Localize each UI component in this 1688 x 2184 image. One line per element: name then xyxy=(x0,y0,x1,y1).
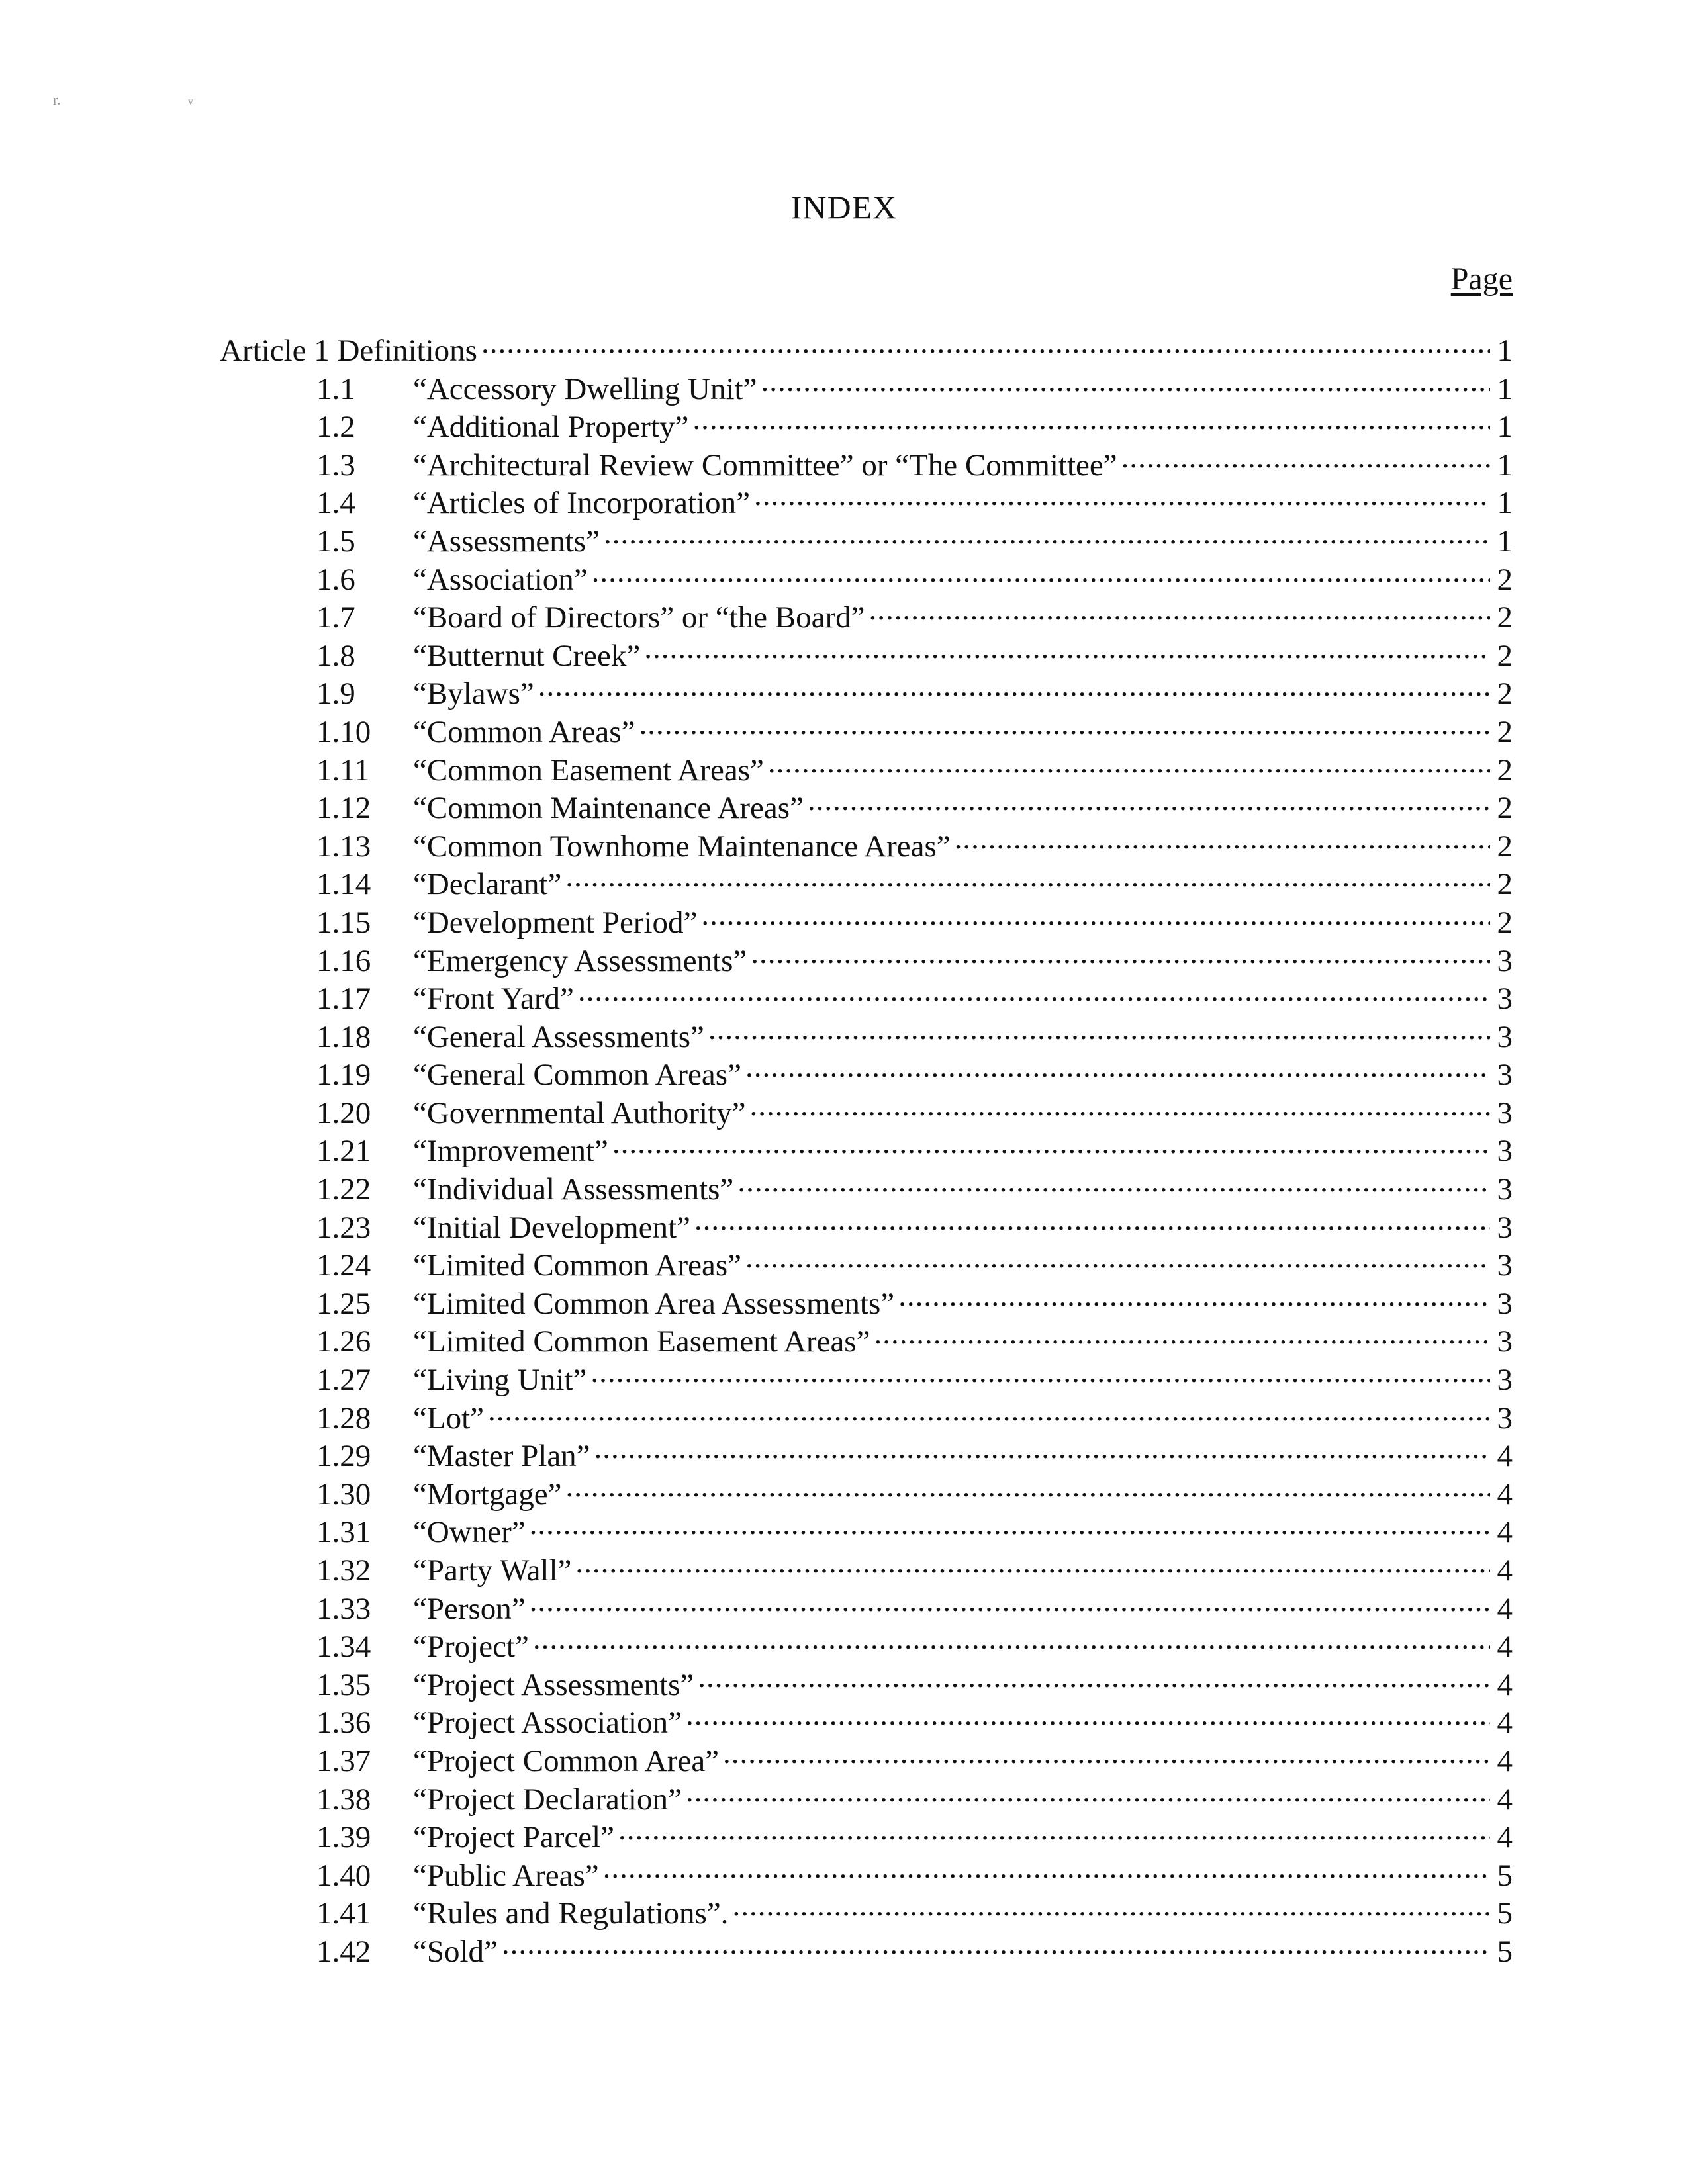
dot-leader xyxy=(898,1283,1490,1314)
toc-entry-row xyxy=(220,596,1513,635)
toc-entry-number: 1.35 xyxy=(316,1667,371,1702)
dot-leader xyxy=(481,330,1490,361)
toc-entry-row xyxy=(220,1320,1513,1359)
dot-leader xyxy=(618,1816,1490,1847)
toc-entry-row xyxy=(220,1092,1513,1130)
toc-entry-number: 1.33 xyxy=(316,1591,371,1626)
toc-entry-row xyxy=(220,1435,1513,1473)
dot-leader xyxy=(565,1473,1490,1504)
toc-entry-number: 1.32 xyxy=(316,1553,371,1588)
toc-entry-row xyxy=(220,559,1513,597)
dot-leader xyxy=(745,1054,1490,1085)
toc-page-number: 4 xyxy=(1497,1553,1513,1588)
page-title: INDEX xyxy=(790,189,898,226)
dot-leader xyxy=(686,1702,1490,1733)
dot-leader xyxy=(644,635,1490,666)
toc-page-number: 4 xyxy=(1497,1477,1513,1512)
toc-entry-row xyxy=(220,1588,1513,1626)
toc-page-number: 3 xyxy=(1497,1286,1513,1321)
toc-entry-label: “Project Association” xyxy=(413,1706,682,1741)
toc-entry-number: 1.16 xyxy=(316,943,371,978)
toc-entry-number: 1.9 xyxy=(316,676,355,711)
toc-entry-row xyxy=(220,1931,1513,1969)
toc-entry-number: 1.30 xyxy=(316,1477,371,1512)
toc-page-number: 5 xyxy=(1497,1896,1513,1931)
toc-entry-number: 1.28 xyxy=(316,1400,371,1435)
dot-leader xyxy=(590,1359,1490,1390)
toc-entry-label: “Limited Common Areas” xyxy=(413,1248,742,1283)
toc-entry-number: 1.19 xyxy=(316,1058,371,1093)
toc-entry-number: 1.41 xyxy=(316,1896,371,1931)
toc-page-number: 3 xyxy=(1497,1019,1513,1054)
toc-page-number: 3 xyxy=(1497,1324,1513,1359)
toc-entry-number: 1.12 xyxy=(316,791,371,826)
toc-page-number: 2 xyxy=(1497,867,1513,902)
toc-page-number: 1 xyxy=(1497,334,1513,368)
toc-entry-row xyxy=(220,1397,1513,1435)
dot-leader xyxy=(578,978,1490,1009)
dot-leader xyxy=(604,520,1490,551)
scan-speck: v xyxy=(188,96,193,107)
dot-leader xyxy=(750,1092,1491,1123)
dot-leader xyxy=(723,1740,1490,1771)
toc-entry-number: 1.10 xyxy=(316,714,371,749)
toc-page-number: 3 xyxy=(1497,1134,1513,1169)
dot-leader xyxy=(732,1892,1490,1923)
toc-entry-number: 1.2 xyxy=(316,410,355,445)
toc-entry-label: “Articles of Incorporation” xyxy=(413,486,750,521)
toc-entry-number: 1.13 xyxy=(316,829,371,864)
toc-entry-number: 1.3 xyxy=(316,447,355,482)
toc-entry-label: “Individual Assessments” xyxy=(413,1172,734,1207)
toc-entry-row xyxy=(220,901,1513,940)
toc-entry-label: “Declarant” xyxy=(413,867,562,902)
toc-page-number: 4 xyxy=(1497,1706,1513,1741)
toc-page-number: 4 xyxy=(1497,1667,1513,1702)
toc-entry-label: “Project Declaration” xyxy=(413,1782,682,1817)
toc-entry-number: 1.18 xyxy=(316,1019,371,1054)
dot-leader xyxy=(530,1511,1490,1542)
toc-entry-label: “Additional Property” xyxy=(413,410,689,445)
dot-leader xyxy=(565,863,1490,894)
toc-entry-label: “General Common Areas” xyxy=(413,1058,741,1093)
toc-entry-row xyxy=(220,863,1513,901)
toc-entry-label: “Emergency Assessments” xyxy=(413,943,747,978)
toc-page-number: 4 xyxy=(1497,1743,1513,1778)
toc-entry-label: “Living Unit” xyxy=(413,1363,587,1398)
dot-leader xyxy=(768,749,1490,780)
toc-entry-row xyxy=(220,711,1513,749)
toc-entry-row xyxy=(220,672,1513,711)
toc-entry-label: “Party Wall” xyxy=(413,1553,572,1588)
dot-leader xyxy=(686,1778,1490,1809)
toc-article-row xyxy=(220,330,1513,368)
toc-page-number: 1 xyxy=(1497,486,1513,521)
table-of-contents xyxy=(220,330,1513,1969)
toc-entry-number: 1.8 xyxy=(316,638,355,673)
toc-article-label: Article 1 Definitions xyxy=(220,334,477,368)
toc-page-number: 3 xyxy=(1497,981,1513,1017)
toc-entry-row xyxy=(220,482,1513,520)
toc-entry-row xyxy=(220,1549,1513,1588)
toc-page-number: 1 xyxy=(1497,371,1513,406)
toc-entry-number: 1.7 xyxy=(316,600,355,635)
toc-entry-number: 1.5 xyxy=(316,523,355,559)
toc-entry-label: “Governmental Authority” xyxy=(413,1095,746,1130)
dot-leader xyxy=(874,1320,1490,1351)
toc-entry-label: “Improvement” xyxy=(413,1134,608,1169)
toc-page-number: 2 xyxy=(1497,791,1513,826)
toc-page-number: 5 xyxy=(1497,1934,1513,1969)
toc-page-number: 3 xyxy=(1497,1400,1513,1435)
toc-entry-row xyxy=(220,1168,1513,1206)
toc-entry-label: “Project” xyxy=(413,1629,529,1664)
toc-entry-label: “General Assessments” xyxy=(413,1019,704,1054)
dot-leader xyxy=(761,368,1490,399)
toc-entry-row xyxy=(220,635,1513,673)
toc-entry-number: 1.14 xyxy=(316,867,371,902)
dot-leader xyxy=(808,787,1490,818)
dot-leader xyxy=(869,596,1490,627)
toc-entry-number: 1.1 xyxy=(316,371,355,406)
toc-page-number: 5 xyxy=(1497,1858,1513,1893)
toc-page-number: 3 xyxy=(1497,1172,1513,1207)
toc-entry-row xyxy=(220,978,1513,1016)
toc-entry-row xyxy=(220,1816,1513,1854)
toc-entry-label: “Architectural Review Committee” or “The Committee” xyxy=(413,447,1117,482)
toc-entry-number: 1.17 xyxy=(316,981,371,1017)
toc-entry-number: 1.27 xyxy=(316,1363,371,1398)
toc-page-number: 2 xyxy=(1497,905,1513,940)
toc-entry-row xyxy=(220,1778,1513,1817)
toc-entry-number: 1.39 xyxy=(316,1820,371,1855)
toc-page-number: 4 xyxy=(1497,1629,1513,1664)
toc-entry-row xyxy=(220,1130,1513,1168)
toc-entry-row xyxy=(220,1206,1513,1245)
toc-page-number: 3 xyxy=(1497,1058,1513,1093)
toc-entry-row xyxy=(220,1854,1513,1893)
dot-leader xyxy=(751,940,1490,971)
toc-entry-number: 1.34 xyxy=(316,1629,371,1664)
dot-leader xyxy=(701,901,1490,933)
toc-entry-number: 1.42 xyxy=(316,1934,371,1969)
dot-leader xyxy=(754,482,1490,513)
toc-entry-row xyxy=(220,1740,1513,1778)
toc-entry-label: “Common Easement Areas” xyxy=(413,752,764,788)
toc-entry-label: “Bylaws” xyxy=(413,676,534,711)
dot-leader xyxy=(1121,444,1490,475)
toc-entry-label: “Limited Common Area Assessments” xyxy=(413,1286,895,1321)
dot-leader xyxy=(708,1016,1490,1047)
toc-entry-row xyxy=(220,1054,1513,1092)
toc-page-number: 2 xyxy=(1497,714,1513,749)
toc-entry-row xyxy=(220,825,1513,864)
toc-entry-row xyxy=(220,1892,1513,1931)
toc-entry-number: 1.23 xyxy=(316,1210,371,1245)
dot-leader xyxy=(594,1435,1490,1466)
toc-entry-label: “Common Areas” xyxy=(413,714,635,749)
dot-leader xyxy=(530,1588,1490,1619)
toc-entry-label: “Association” xyxy=(413,562,588,597)
toc-page-number: 4 xyxy=(1497,1820,1513,1855)
dot-leader xyxy=(533,1625,1490,1657)
dot-leader xyxy=(538,672,1490,704)
toc-entry-label: “Person” xyxy=(413,1591,526,1626)
toc-entry-number: 1.21 xyxy=(316,1134,371,1169)
dot-leader xyxy=(698,1664,1490,1695)
dot-leader xyxy=(592,559,1490,590)
toc-entry-label: “Owner” xyxy=(413,1515,526,1550)
toc-entry-label: “Common Maintenance Areas” xyxy=(413,791,804,826)
toc-entry-number: 1.24 xyxy=(316,1248,371,1283)
toc-entry-number: 1.4 xyxy=(316,486,355,521)
toc-page-number: 2 xyxy=(1497,562,1513,597)
toc-entry-number: 1.29 xyxy=(316,1439,371,1474)
toc-entry-row xyxy=(220,368,1513,406)
toc-entry-number: 1.15 xyxy=(316,905,371,940)
toc-page-number: 4 xyxy=(1497,1439,1513,1474)
toc-entry-number: 1.22 xyxy=(316,1172,371,1207)
toc-page-number: 1 xyxy=(1497,410,1513,445)
toc-entry-row xyxy=(220,1664,1513,1702)
toc-entry-label: “Lot” xyxy=(413,1400,484,1435)
toc-page-number: 1 xyxy=(1497,523,1513,559)
dot-leader xyxy=(639,711,1490,742)
toc-entry-label: “Common Townhome Maintenance Areas” xyxy=(413,829,951,864)
dot-leader xyxy=(502,1931,1490,1962)
toc-entry-label: “Accessory Dwelling Unit” xyxy=(413,371,757,406)
toc-entry-row xyxy=(220,787,1513,825)
toc-entry-label: “Project Assessments” xyxy=(413,1667,694,1702)
toc-entry-label: “Mortgage” xyxy=(413,1477,562,1512)
toc-entry-row xyxy=(220,1702,1513,1740)
dot-leader xyxy=(603,1854,1490,1886)
dot-leader xyxy=(488,1397,1490,1428)
toc-entry-label: “Butternut Creek” xyxy=(413,638,641,673)
toc-entry-label: “Initial Development” xyxy=(413,1210,690,1245)
toc-page-number: 4 xyxy=(1497,1591,1513,1626)
toc-page-number: 4 xyxy=(1497,1515,1513,1550)
dot-leader xyxy=(745,1244,1490,1275)
toc-entry-label: “Master Plan” xyxy=(413,1439,590,1474)
dot-leader xyxy=(737,1168,1490,1199)
toc-entry-label: “Project Parcel” xyxy=(413,1820,615,1855)
toc-entry-row xyxy=(220,444,1513,482)
toc-page-number: 4 xyxy=(1497,1782,1513,1817)
toc-entry-row xyxy=(220,940,1513,978)
toc-entry-number: 1.11 xyxy=(316,752,370,788)
toc-entry-row xyxy=(220,1625,1513,1664)
toc-page-number: 2 xyxy=(1497,600,1513,635)
toc-entry-row xyxy=(220,1511,1513,1549)
toc-entry-label: “Limited Common Easement Areas” xyxy=(413,1324,870,1359)
toc-entry-row xyxy=(220,520,1513,559)
toc-entry-number: 1.25 xyxy=(316,1286,371,1321)
toc-page-number: 3 xyxy=(1497,1248,1513,1283)
toc-entry-label: “Public Areas” xyxy=(413,1858,599,1893)
toc-entry-number: 1.40 xyxy=(316,1858,371,1893)
dot-leader xyxy=(692,406,1490,437)
toc-entry-number: 1.36 xyxy=(316,1706,371,1741)
toc-entry-number: 1.38 xyxy=(316,1782,371,1817)
toc-entry-label: “Development Period” xyxy=(413,905,698,940)
toc-entry-row xyxy=(220,406,1513,444)
toc-page-number: 3 xyxy=(1497,1210,1513,1245)
toc-entry-row xyxy=(220,1473,1513,1512)
toc-page-number: 3 xyxy=(1497,1363,1513,1398)
dot-leader xyxy=(694,1206,1490,1238)
toc-entry-label: “Rules and Regulations”. xyxy=(413,1896,729,1931)
dot-leader xyxy=(955,825,1490,856)
toc-entry-label: “Board of Directors” or “the Board” xyxy=(413,600,865,635)
toc-entry-number: 1.6 xyxy=(316,562,355,597)
toc-entry-label: “Project Common Area” xyxy=(413,1743,720,1778)
toc-entry-row xyxy=(220,1283,1513,1321)
toc-entry-number: 1.31 xyxy=(316,1515,371,1550)
toc-entry-label: “Sold” xyxy=(413,1934,498,1969)
toc-entry-number: 1.26 xyxy=(316,1324,371,1359)
toc-page-number: 1 xyxy=(1497,447,1513,482)
dot-leader xyxy=(612,1130,1490,1161)
scan-speck: r. xyxy=(53,91,61,108)
toc-entry-label: “Front Yard” xyxy=(413,981,574,1017)
toc-page-number: 2 xyxy=(1497,676,1513,711)
toc-entry-row xyxy=(220,1016,1513,1054)
toc-entry-number: 1.20 xyxy=(316,1095,371,1130)
toc-entry-row xyxy=(220,1359,1513,1397)
toc-page-number: 2 xyxy=(1497,829,1513,864)
toc-page-number: 2 xyxy=(1497,752,1513,788)
toc-page-number: 3 xyxy=(1497,943,1513,978)
toc-entry-label: “Assessments” xyxy=(413,523,600,559)
toc-entry-row xyxy=(220,1244,1513,1283)
toc-page-number: 3 xyxy=(1497,1095,1513,1130)
dot-leader xyxy=(575,1549,1490,1580)
page-column-header: Page xyxy=(1450,261,1513,296)
toc-entry-number: 1.37 xyxy=(316,1743,371,1778)
toc-page-number: 2 xyxy=(1497,638,1513,673)
toc-entry-row xyxy=(220,749,1513,788)
